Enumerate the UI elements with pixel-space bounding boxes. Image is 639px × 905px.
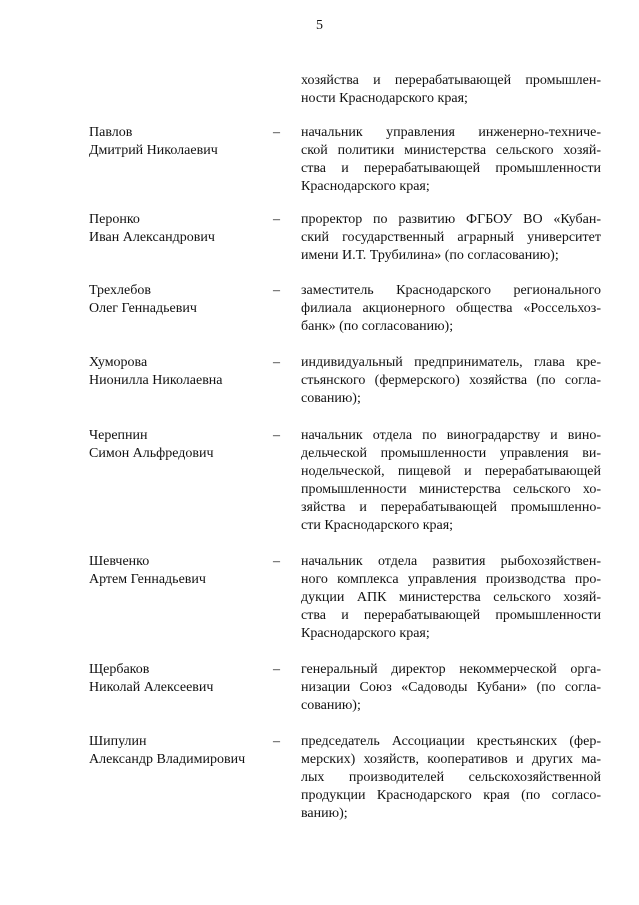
member-position	[301, 282, 601, 336]
description-line: ности Краснодарского края;	[301, 91, 468, 106]
dash-separator: –	[273, 554, 280, 569]
dash-separator: –	[273, 212, 280, 227]
member-surname: Трехлебов	[89, 283, 151, 298]
description-line: начальник управления инженерно-техниче-	[301, 125, 601, 140]
member-name	[89, 661, 269, 697]
description-line: стьянского (фермерского) хозяйства (по согла-	[301, 373, 601, 388]
member-given-names: Олег Геннадьевич	[89, 301, 197, 316]
continuation-text	[301, 72, 601, 108]
description-line: дукции АПК министерства сельского хозяй-	[301, 590, 601, 605]
description-line: сти Краснодарского края;	[301, 518, 454, 533]
description-line: имени И.Т. Трубилина» (по согласованию);	[301, 248, 559, 263]
description-line: ного комплекса управления производства про-	[301, 572, 601, 587]
member-surname: Шипулин	[89, 734, 147, 749]
member-name	[89, 211, 269, 247]
description-line: начальник отдела развития рыбохозяйствен-	[301, 554, 601, 569]
member-position	[301, 211, 601, 265]
member-given-names: Александр Владимирович	[89, 752, 246, 767]
description-line: начальник отдела по виноградарству и вино-	[301, 428, 601, 443]
member-surname: Павлов	[89, 125, 133, 140]
description-line: генеральный директор некоммерческой орга-	[301, 662, 601, 677]
member-position	[301, 427, 601, 535]
member-given-names: Симон Альфредович	[89, 446, 214, 461]
member-name	[89, 553, 269, 589]
page-number: 5	[316, 18, 323, 33]
description-line: хозяйства и перерабатывающей промышлен-	[301, 73, 601, 88]
dash-separator: –	[273, 355, 280, 370]
dash-separator: –	[273, 734, 280, 749]
description-line: нодельческой, пищевой и перерабатывающей	[301, 464, 601, 479]
member-given-names: Нионилла Николаевна	[89, 373, 223, 388]
description-line: низации Союз «Садоводы Кубани» (по согла-	[301, 680, 601, 695]
dash-separator: –	[273, 125, 280, 140]
description-line: банк» (по согласованию);	[301, 319, 454, 334]
member-position	[301, 553, 601, 643]
member-surname: Щербаков	[89, 662, 150, 677]
member-surname: Перонко	[89, 212, 140, 227]
member-surname: Черепнин	[89, 428, 148, 443]
member-name	[89, 733, 269, 769]
description-line: сованию);	[301, 698, 361, 713]
description-line: промышленности министерства сельского хо-	[301, 482, 601, 497]
member-position	[301, 733, 601, 823]
member-given-names: Иван Александрович	[89, 230, 215, 245]
member-given-names: Артем Геннадьевич	[89, 572, 206, 587]
member-surname: Шевченко	[89, 554, 150, 569]
dash-separator: –	[273, 428, 280, 443]
dash-separator: –	[273, 283, 280, 298]
member-name	[89, 282, 269, 318]
description-line: сованию);	[301, 391, 361, 406]
member-name	[89, 124, 269, 160]
member-given-names: Дмитрий Николаевич	[89, 143, 218, 158]
member-name	[89, 427, 269, 463]
description-line: проректор по развитию ФГБОУ ВО «Кубан-	[301, 212, 601, 227]
description-line: индивидуальный предприниматель, глава кре-	[301, 355, 601, 370]
member-position	[301, 661, 601, 715]
description-line: зяйства и перерабатывающей промышленно-	[301, 500, 601, 515]
description-line: ванию);	[301, 806, 348, 821]
description-line: ства и перерабатывающей промышленности	[301, 161, 601, 176]
member-given-names: Николай Алексеевич	[89, 680, 214, 695]
description-line: филиала акционерного общества «Россельхоз-	[301, 301, 601, 316]
description-line: лых производителей сельскохозяйственной	[301, 770, 601, 785]
description-line: ства и перерабатывающей промышленности	[301, 608, 601, 623]
member-position	[301, 354, 601, 408]
description-line: ский государственный аграрный университет	[301, 230, 601, 245]
description-line: Краснодарского края;	[301, 626, 430, 641]
description-line: Краснодарского края;	[301, 179, 430, 194]
member-position	[301, 124, 601, 196]
description-line: председатель Ассоциации крестьянских (фер-	[301, 734, 601, 749]
description-line: продукции Краснодарского края (по согласо-	[301, 788, 601, 803]
member-surname: Хуморова	[89, 355, 148, 370]
description-line: заместитель Краснодарского регионального	[301, 283, 601, 298]
description-line: мерских) хозяйств, кооперативов и других ма-	[301, 752, 601, 767]
description-line: ской политики министерства сельского хозяй-	[301, 143, 601, 158]
description-line: дельческой промышленности управления ви-	[301, 446, 601, 461]
member-name	[89, 354, 269, 390]
dash-separator: –	[273, 662, 280, 677]
